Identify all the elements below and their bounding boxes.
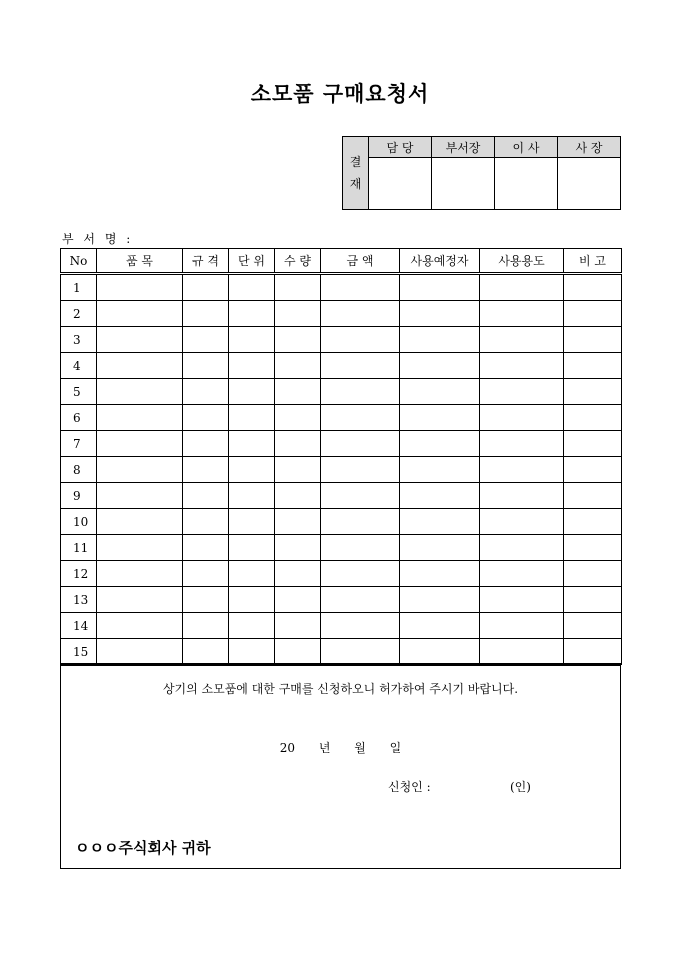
table-row [61, 613, 622, 639]
column-header: 수 량 [275, 249, 321, 274]
row-number: 15 [61, 639, 97, 665]
table-row [61, 301, 622, 327]
table-cell[interactable] [480, 379, 564, 405]
table-row [61, 587, 622, 613]
approval-sign-cell[interactable] [432, 158, 495, 210]
table-cell[interactable] [183, 509, 229, 535]
table-row [61, 274, 622, 301]
table-cell[interactable] [183, 535, 229, 561]
table-cell[interactable] [229, 639, 275, 665]
row-number: 2 [61, 301, 97, 327]
row-number: 13 [61, 587, 97, 613]
table-cell[interactable] [321, 587, 400, 613]
table-cell[interactable] [564, 405, 622, 431]
table-cell[interactable] [183, 639, 229, 665]
column-header: 사용용도 [480, 249, 564, 274]
table-cell[interactable] [564, 509, 622, 535]
table-cell[interactable] [400, 509, 480, 535]
table-cell[interactable] [480, 457, 564, 483]
row-number: 1 [61, 274, 97, 301]
table-cell[interactable] [400, 535, 480, 561]
request-footer [60, 663, 621, 869]
approval-sign-cell[interactable] [369, 158, 432, 210]
table-cell[interactable] [480, 327, 564, 353]
table-cell[interactable] [321, 353, 400, 379]
table-cell[interactable] [229, 327, 275, 353]
table-cell[interactable] [564, 431, 622, 457]
table-cell[interactable] [183, 301, 229, 327]
date-line [61, 739, 620, 756]
table-cell[interactable] [564, 587, 622, 613]
table-cell[interactable] [275, 301, 321, 327]
table-cell[interactable] [275, 327, 321, 353]
table-cell[interactable] [183, 274, 229, 301]
items-table [60, 248, 622, 665]
table-cell[interactable] [321, 274, 400, 301]
table-cell[interactable] [97, 457, 183, 483]
column-header: 비 고 [564, 249, 622, 274]
table-cell[interactable] [400, 561, 480, 587]
date-month-label: 월 [354, 741, 366, 755]
table-row [61, 639, 622, 665]
table-cell[interactable] [229, 274, 275, 301]
approval-sign-cell[interactable] [495, 158, 558, 210]
table-cell[interactable] [321, 379, 400, 405]
table-cell[interactable] [480, 483, 564, 509]
table-cell[interactable] [275, 457, 321, 483]
table-cell[interactable] [564, 535, 622, 561]
table-cell[interactable] [275, 535, 321, 561]
request-text: 상기의 소모품에 대한 구매를 신청하오니 허가하여 주시기 바랍니다. [162, 682, 519, 696]
table-cell[interactable] [564, 274, 622, 301]
table-row [61, 483, 622, 509]
table-cell[interactable] [321, 483, 400, 509]
table-cell[interactable] [97, 353, 183, 379]
table-cell[interactable] [564, 613, 622, 639]
table-cell[interactable] [400, 327, 480, 353]
table-cell[interactable] [275, 509, 321, 535]
approval-side-char: 결 [349, 155, 362, 169]
table-cell[interactable] [480, 639, 564, 665]
table-cell[interactable] [564, 301, 622, 327]
approval-sign-cell[interactable] [558, 158, 621, 210]
table-cell[interactable] [229, 379, 275, 405]
table-cell[interactable] [229, 587, 275, 613]
table-cell[interactable] [400, 613, 480, 639]
table-row [61, 353, 622, 379]
date-year-label: 년 [318, 741, 331, 755]
table-cell[interactable] [183, 327, 229, 353]
row-number: 8 [61, 457, 97, 483]
table-cell[interactable] [275, 561, 321, 587]
table-cell[interactable] [564, 327, 622, 353]
table-cell[interactable] [564, 379, 622, 405]
table-cell[interactable] [275, 639, 321, 665]
table-cell[interactable] [229, 613, 275, 639]
table-cell[interactable] [183, 353, 229, 379]
table-cell[interactable] [321, 431, 400, 457]
seal-label: (인) [510, 780, 531, 794]
table-cell[interactable] [400, 405, 480, 431]
table-cell[interactable] [229, 301, 275, 327]
table-cell[interactable] [183, 613, 229, 639]
table-cell[interactable] [275, 379, 321, 405]
row-number: 9 [61, 483, 97, 509]
table-cell[interactable] [275, 613, 321, 639]
column-header: 사용예정자 [400, 249, 480, 274]
table-cell[interactable] [400, 483, 480, 509]
table-cell[interactable] [275, 353, 321, 379]
table-cell[interactable] [183, 457, 229, 483]
table-cell[interactable] [97, 613, 183, 639]
table-cell[interactable] [275, 274, 321, 301]
table-header-row [61, 249, 622, 274]
table-cell[interactable] [480, 535, 564, 561]
table-cell[interactable] [564, 639, 622, 665]
row-number: 10 [61, 509, 97, 535]
table-cell[interactable] [400, 639, 480, 665]
table-cell[interactable] [400, 379, 480, 405]
table-row [61, 431, 622, 457]
table-cell[interactable] [321, 327, 400, 353]
table-cell[interactable] [183, 431, 229, 457]
table-cell[interactable] [97, 639, 183, 665]
approval-box [342, 136, 621, 210]
department-label: 부 서 명 : [62, 232, 134, 246]
table-cell[interactable] [400, 353, 480, 379]
table-cell[interactable] [564, 561, 622, 587]
table-cell[interactable] [97, 561, 183, 587]
table-cell[interactable] [321, 457, 400, 483]
date-year-prefix[interactable]: 20 [279, 741, 295, 755]
addressee: ㅇㅇㅇ주식회사 귀하 [75, 839, 211, 857]
table-row [61, 561, 622, 587]
table-cell[interactable] [321, 561, 400, 587]
table-cell[interactable] [400, 457, 480, 483]
row-number: 11 [61, 535, 97, 561]
table-cell[interactable] [480, 405, 564, 431]
table-cell[interactable] [480, 301, 564, 327]
table-cell[interactable] [183, 561, 229, 587]
column-header: No [61, 249, 97, 274]
table-cell[interactable] [400, 587, 480, 613]
table-cell[interactable] [321, 509, 400, 535]
row-number: 6 [61, 405, 97, 431]
table-cell[interactable] [564, 353, 622, 379]
table-cell[interactable] [321, 613, 400, 639]
table-cell[interactable] [275, 483, 321, 509]
table-cell[interactable] [229, 431, 275, 457]
table-cell[interactable] [229, 535, 275, 561]
approval-side-label [343, 137, 369, 210]
table-row [61, 457, 622, 483]
table-cell[interactable] [97, 535, 183, 561]
table-cell[interactable] [229, 561, 275, 587]
table-cell[interactable] [229, 509, 275, 535]
table-cell[interactable] [275, 587, 321, 613]
table-cell[interactable] [480, 509, 564, 535]
approval-header: 부서장 [432, 137, 495, 158]
table-cell[interactable] [229, 457, 275, 483]
applicant-label: 신청인 : [388, 780, 431, 794]
table-cell[interactable] [97, 509, 183, 535]
table-cell[interactable] [229, 483, 275, 509]
row-number: 3 [61, 327, 97, 353]
date-day-label: 일 [389, 741, 402, 755]
column-header: 품 목 [97, 249, 183, 274]
page-title: 소모품 구매요청서 [250, 81, 430, 106]
approval-header: 담 당 [369, 137, 432, 158]
table-cell[interactable] [97, 483, 183, 509]
table-cell[interactable] [97, 327, 183, 353]
table-cell[interactable] [183, 587, 229, 613]
column-header: 규 격 [183, 249, 229, 274]
table-cell[interactable] [97, 379, 183, 405]
table-cell[interactable] [321, 405, 400, 431]
table-cell[interactable] [97, 405, 183, 431]
table-cell[interactable] [480, 353, 564, 379]
column-header: 단 위 [229, 249, 275, 274]
approval-header: 이 사 [495, 137, 558, 158]
table-cell[interactable] [97, 301, 183, 327]
table-row [61, 405, 622, 431]
table-cell[interactable] [183, 405, 229, 431]
approval-side-char: 재 [349, 177, 362, 191]
table-cell[interactable] [97, 274, 183, 301]
approval-header: 사 장 [558, 137, 621, 158]
table-cell[interactable] [564, 457, 622, 483]
table-cell[interactable] [480, 561, 564, 587]
table-row [61, 509, 622, 535]
table-row [61, 535, 622, 561]
row-number: 5 [61, 379, 97, 405]
row-number: 14 [61, 613, 97, 639]
table-cell[interactable] [400, 301, 480, 327]
table-cell[interactable] [480, 274, 564, 301]
table-cell[interactable] [564, 483, 622, 509]
table-cell[interactable] [321, 535, 400, 561]
table-cell[interactable] [321, 301, 400, 327]
table-cell[interactable] [480, 587, 564, 613]
table-cell[interactable] [400, 274, 480, 301]
table-row [61, 379, 622, 405]
row-number: 4 [61, 353, 97, 379]
table-cell[interactable] [480, 613, 564, 639]
table-cell[interactable] [275, 431, 321, 457]
row-number: 12 [61, 561, 97, 587]
table-cell[interactable] [321, 639, 400, 665]
table-cell[interactable] [97, 587, 183, 613]
row-number: 7 [61, 431, 97, 457]
table-cell[interactable] [183, 483, 229, 509]
table-cell[interactable] [229, 405, 275, 431]
table-row [61, 327, 622, 353]
table-cell[interactable] [97, 431, 183, 457]
table-cell[interactable] [400, 431, 480, 457]
table-cell[interactable] [229, 353, 275, 379]
table-cell[interactable] [183, 379, 229, 405]
column-header: 금 액 [321, 249, 400, 274]
table-cell[interactable] [480, 431, 564, 457]
table-cell[interactable] [275, 405, 321, 431]
